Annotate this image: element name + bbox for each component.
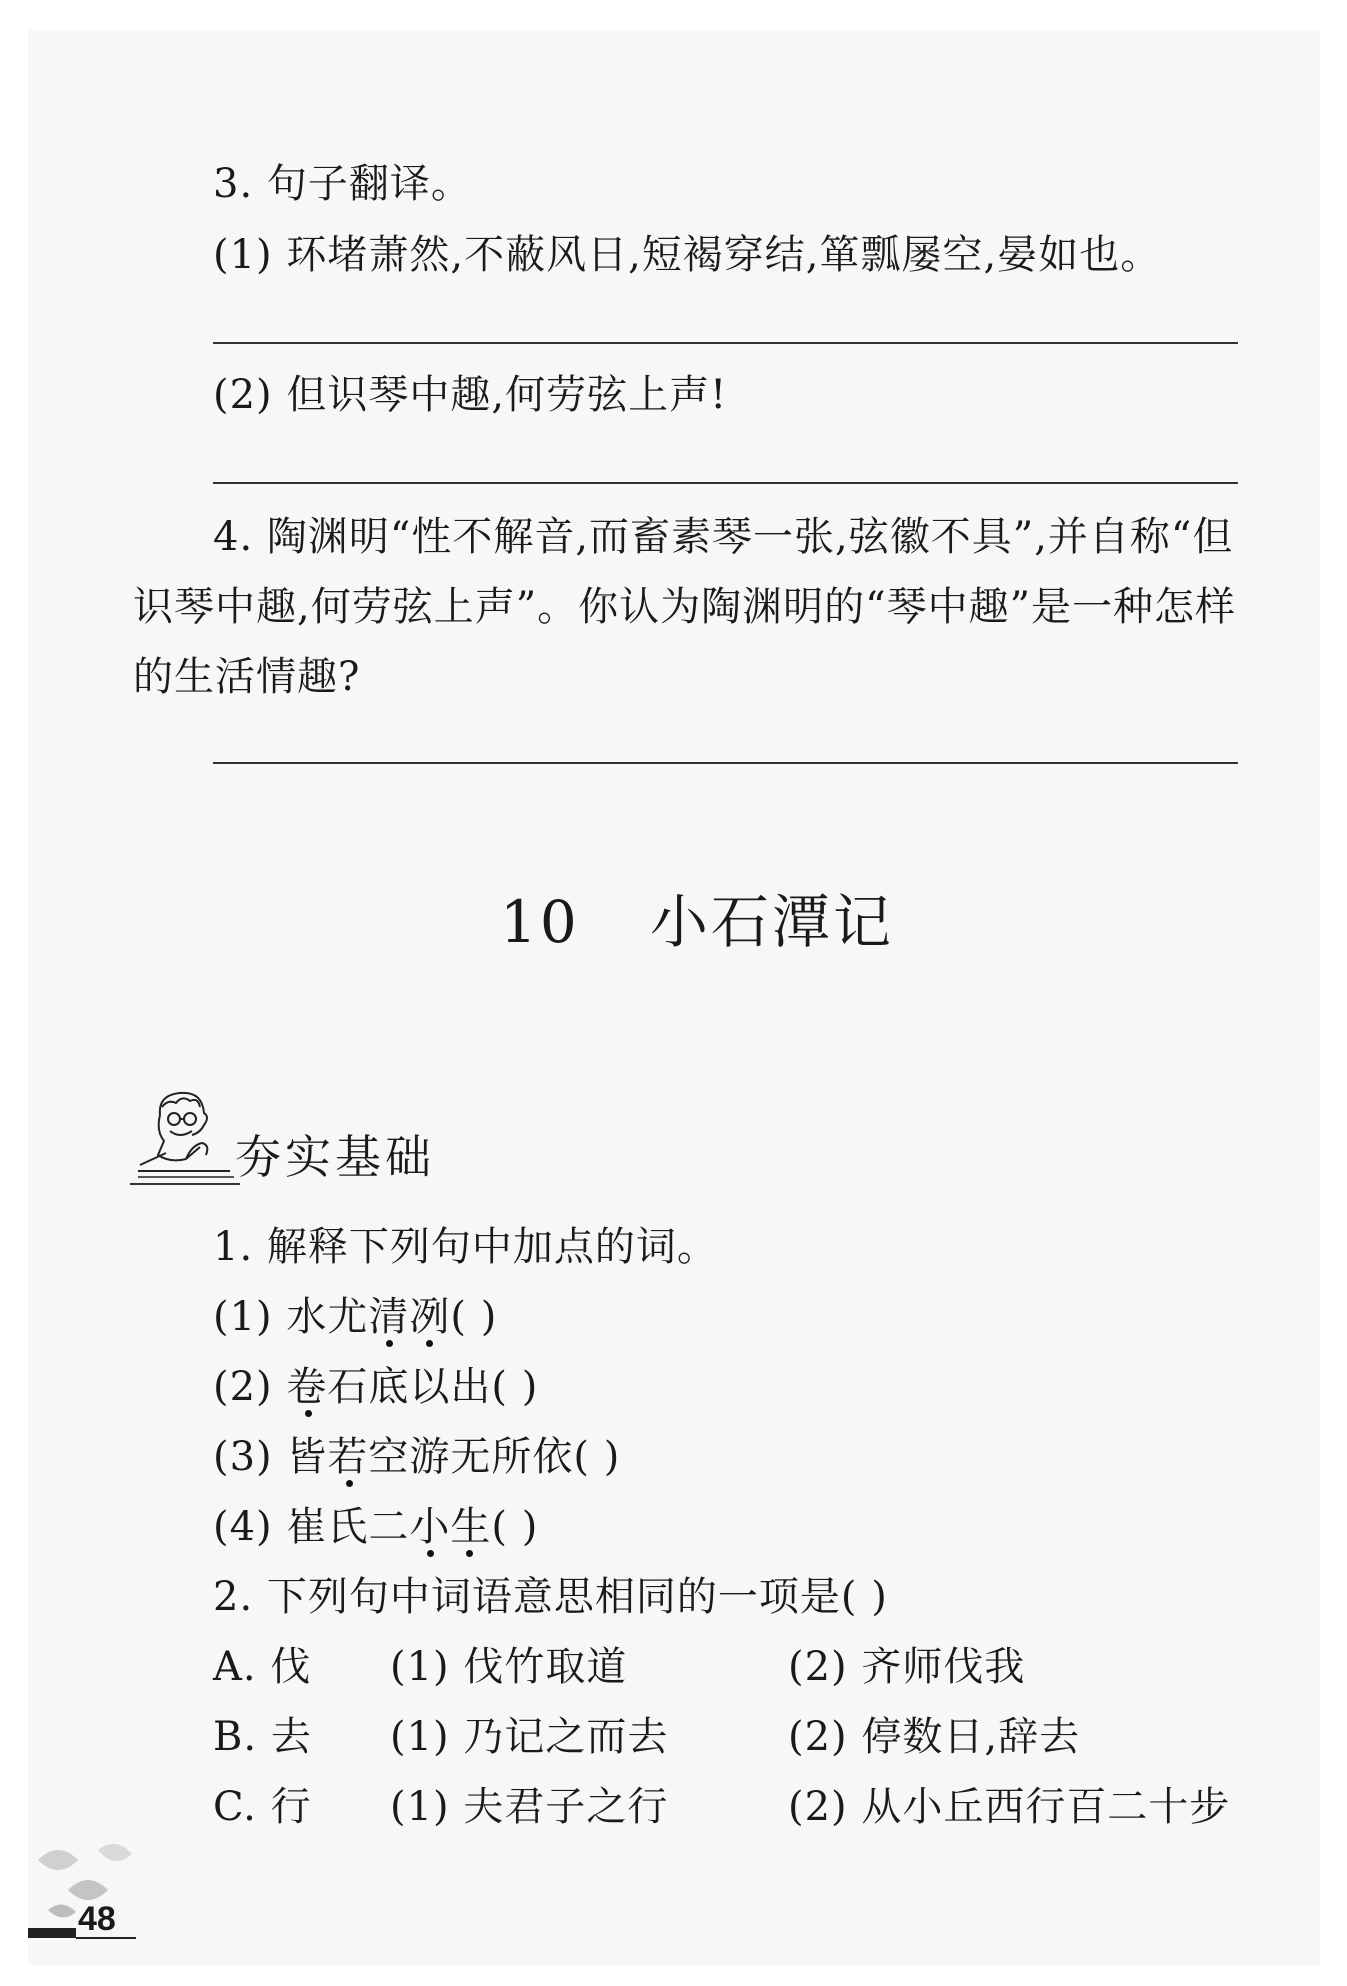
q4-line-3: 的生活情趣?: [133, 654, 361, 700]
answer-line-q4[interactable]: [213, 762, 1238, 764]
emphasis-dot: [427, 1550, 434, 1557]
ex1-item-1: (1) 水尤清冽( ): [213, 1294, 498, 1340]
lesson-title: [500, 875, 894, 959]
q3-item-1: (1) 环堵萧然,不蔽风日,短褐穿结,箪瓢屡空,晏如也。: [213, 232, 1162, 278]
answer-line-q3-1[interactable]: [213, 342, 1238, 344]
q3-item-2: (2) 但识琴中趣,何劳弦上声!: [213, 372, 728, 418]
ex2-option-b-sentence-2: (2) 停数日,辞去: [788, 1714, 1081, 1760]
page-number-rule: [76, 1937, 136, 1939]
ex1-heading: 1. 解释下列句中加点的词。: [213, 1224, 718, 1270]
ex1-item-4: (4) 崔氏二小生( ): [213, 1504, 539, 1550]
lesson-number: 10: [500, 888, 580, 956]
ex2-option-b-letter: B. 去: [213, 1714, 312, 1760]
ex2-option-c-sentence-1: (1) 夫君子之行: [390, 1784, 669, 1830]
ex2-option-a-letter: A. 伐: [213, 1644, 312, 1690]
q4-line-1: 4. 陶渊明“性不解音,而畜素琴一张,弦徽不具”,并自称“但: [213, 514, 1234, 560]
emphasis-dot: [386, 1340, 393, 1347]
ex2-option-a-sentence-2: (2) 齐师伐我: [788, 1644, 1026, 1690]
page-number: 48: [78, 1900, 116, 1938]
emphasis-dot: [346, 1480, 353, 1487]
section-underline: [130, 1183, 240, 1185]
answer-line-q3-2[interactable]: [213, 482, 1238, 484]
emphasis-dot: [305, 1410, 312, 1417]
ex2-option-c-letter: C. 行: [213, 1784, 312, 1830]
ex1-item-3: (3) 皆若空游无所依( ): [213, 1434, 621, 1480]
ex2-option-a-sentence-1: (1) 伐竹取道: [390, 1644, 628, 1690]
teacher-illustration-icon: [130, 1085, 240, 1185]
lesson-name: 小石潭记: [649, 888, 894, 956]
emphasis-dot: [466, 1550, 473, 1557]
ex2-option-b-sentence-1: (1) 乃记之而去: [390, 1714, 669, 1760]
emphasis-dot: [426, 1340, 433, 1347]
section-header: [130, 1085, 460, 1195]
q3-heading: 3. 句子翻译。: [213, 161, 472, 207]
q4-line-2: 识琴中趣,何劳弦上声”。你认为陶渊明的“琴中趣”是一种怎样: [133, 584, 1237, 630]
ex2-heading: 2. 下列句中词语意思相同的一项是( ): [213, 1574, 888, 1620]
page-number-bar: [28, 1928, 76, 1938]
ex1-item-2: (2) 卷石底以出( ): [213, 1364, 539, 1410]
ex2-option-c-sentence-2: (2) 从小丘西行百二十步: [788, 1784, 1231, 1830]
section-label: 夯实基础: [235, 1130, 435, 1184]
